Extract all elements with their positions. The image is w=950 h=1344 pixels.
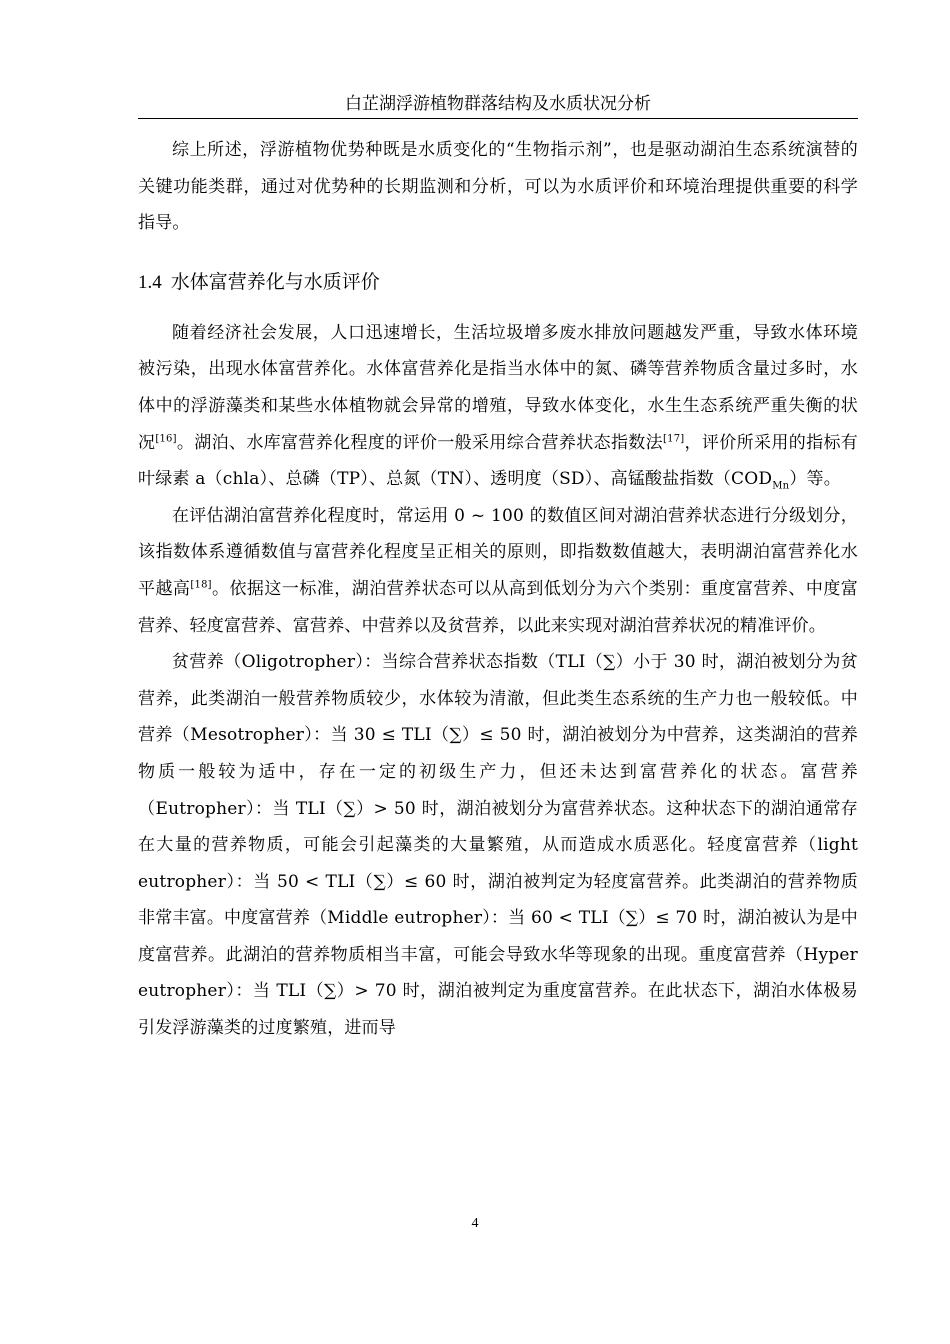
summary-paragraph: 综上所述，浮游植物优势种既是水质变化的“生物指示剂”，也是驱动湖泊生态系统演替的关键功能类群，通过对优势种的长期监测和分析，可以为水质评价和环境治理提供重要的科学指导。 [138, 140, 858, 234]
section-heading [138, 266, 858, 299]
subscript: Mn [772, 480, 790, 492]
eutrophication-paragraph [138, 315, 858, 498]
section-title: 水体富营养化与水质评价 [170, 270, 380, 293]
citation-ref: [16] [155, 432, 177, 444]
header-rule [138, 118, 858, 119]
text-segment: 。湖泊、水库富营养化程度的评价一般采用综合营养状态指数法 [176, 432, 664, 453]
text-segment: ）等。 [789, 469, 841, 490]
page-number: 4 [471, 1216, 479, 1231]
text-segment: 在评估湖泊富营养化程度时，常运用 0 ~ 100 的数值区间对湖泊营养状态进行分级划分，该指数体系遵循数值与富营养化程度呈正相关的原则，即指数数值越大，表明湖泊富营养化水平越高 [138, 505, 858, 599]
page-body [138, 132, 858, 1047]
text-segment: 随着经济社会发展，人口迅速增长，生活垃圾增多废水排放问题越发严重，导致水体环境被污染，出现水体富营养化。水体富营养化是指当水体中的氮、磷等营养物质含量过多时，水体中的浮游藻类和某些水体植物就会异常的增殖，导致水体变化，水生生态系统严重失衡的状况 [138, 322, 858, 453]
index-paragraph [138, 498, 858, 644]
citation-ref: [17] [663, 432, 685, 444]
citation-ref: [18] [190, 579, 212, 591]
running-header: 白芷湖浮游植物群落结构及水质状况分析 [345, 94, 651, 114]
section-number: 1.4 [138, 271, 162, 293]
classification-paragraph: 贫营养（Oligotropher）：当综合营养状态指数（TLI（∑）小于 30 时，湖泊被划分为贫营养，此类湖泊一般营养物质较少，水体较为清澈，但此类生态系统的生产力也一般较低。中营养（Mesotropher）：当 30 ≤ TLI（∑）≤ 50 时，湖泊被划分为中营养，这类湖泊的营养物质一般较为适中，存在一定的初级生产力，但还未达到富营养化的状态。富营养（Eutropher）：当 TLI（∑）> 50 时，湖泊被划分为富营养状态。这种状态下的湖泊通常存在大量的营养物质，可能会引起藻类的大量繁殖，从而造成水质恶化。轻度富营养（light eutropher）：当 50 < TLI（∑）≤ 60 时，湖泊被判定为轻度富营养。此类湖泊的营养物质非常丰富。中度富营养（Middle eutropher）：当 60 < TLI（∑）≤ 70 时，湖泊被认为是中度富营养。此湖泊的营养物质相当丰富，可能会导致水华等现象的出现。重度富营养（Hyper eutropher）：当 TLI（∑）> 70 时，湖泊被判定为重度富营养。在此状态下，湖泊水体极易引发浮游藻类的过度繁殖，进而导 [138, 652, 858, 1039]
text-segment: 。依据这一标准，湖泊营养状态可以从高到低划分为六个类别：重度富营养、中度富营养、轻度富营养、富营养、中营养以及贫营养，以此来实现对湖泊营养状况的精准评价。 [138, 578, 858, 636]
text-segment: ，评价所采用的指标有叶绿素 a（chla）、总磷（TP）、总氮（TN）、透明度（SD）、高锰酸盐指数（COD [138, 432, 859, 490]
